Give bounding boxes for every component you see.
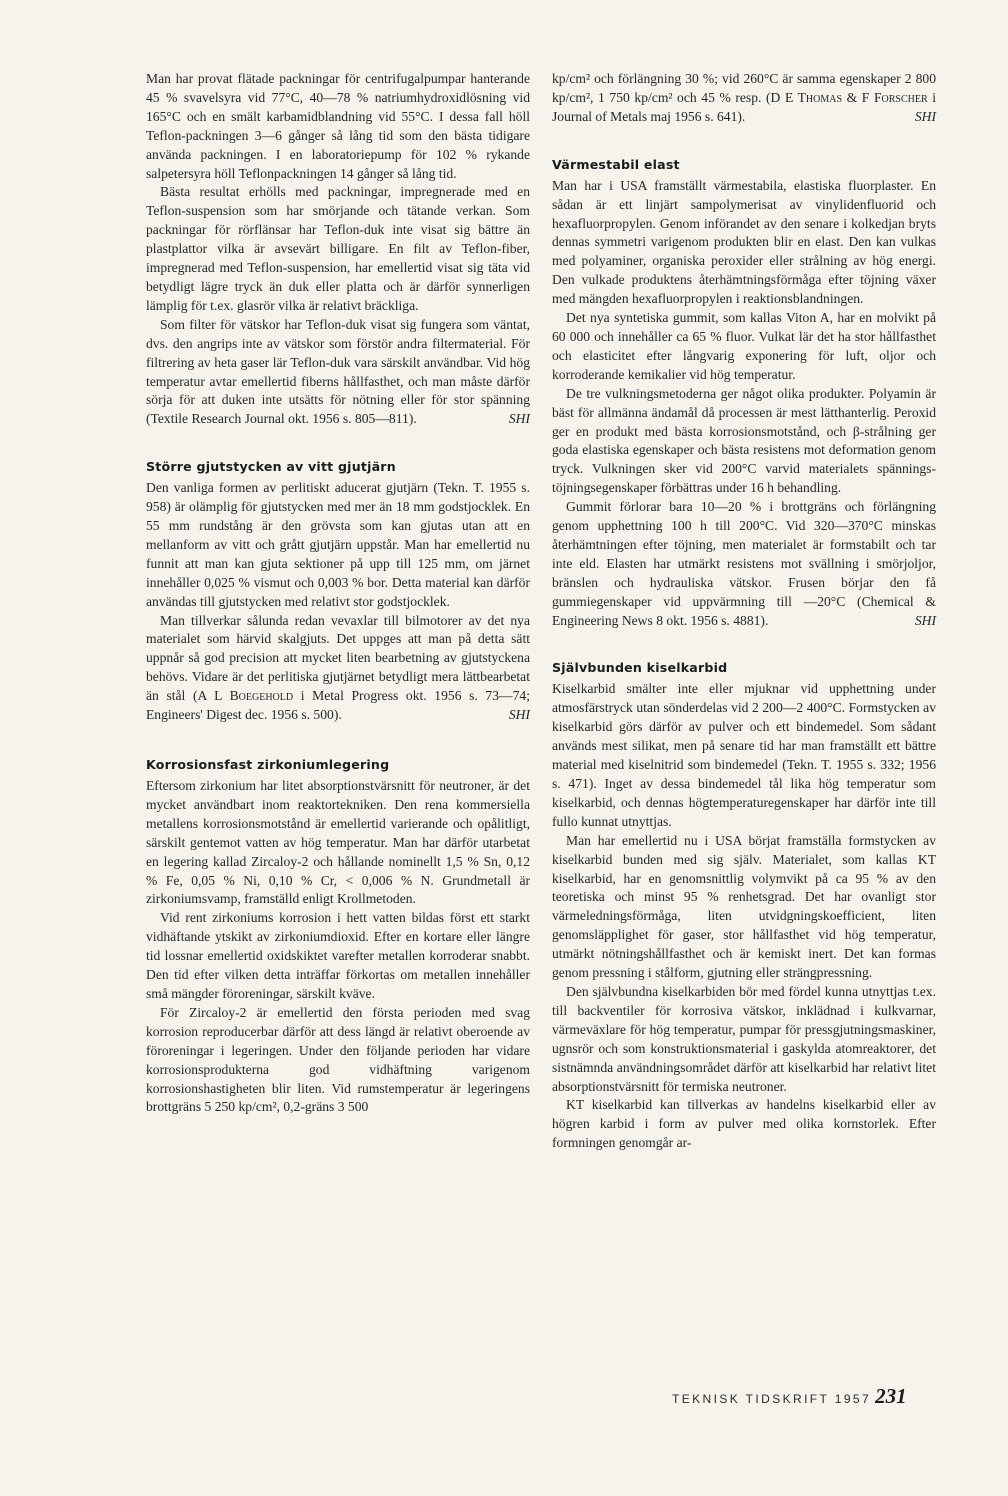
signature: SHI bbox=[508, 411, 530, 427]
paragraph: Det nya syntetiska gummit, som kallas Viton A, har en molvikt på 60 000 och innehåller ca 65 % fluor. Vulkat lär det ha stor hållfasthet och elasticitet efter långvarig exponering för luft, oljor och korroderande kemikalier vid hög temperatur. bbox=[552, 310, 936, 382]
left-column bbox=[146, 70, 530, 1117]
paragraph: KT kiselkarbid kan tillverkas av handelns kiselkarbid eller av högren karbid i form av pulver med olika kornstorlek. Efter formningen genomgår ar- bbox=[552, 1097, 936, 1151]
paragraph: För Zircaloy-2 är emellertid den första perioden med svag korrosion reproducerbar därför att dess längd är relativt oberoende av föroreningar i legeringen. Under den följande perioden har vidare korrosionsprodukterna god vidhäftning varigenom korrosionshastigheten blir liten. Vid rumstemperatur är legeringens brottgräns 5 250 kp/cm², 0,2-gräns 3 500 bbox=[146, 1004, 530, 1115]
paragraph: Den självbundna kiselkarbiden bör med fördel kunna utnyttjas t.ex. till backventiler för korrosiva vätskor, inklädnad i kulkvarnar, värmeväxlare för hög temperatur, pumpar för pressgjutningsmaskiner, ugnsrör och som konstruktionsmaterial i gaskylda atomreaktorer, det sistnämnda användningsområdet därför att kiselkarbid har relativt litet absorptionstvärsnitt för termiska neutroner. bbox=[552, 983, 936, 1094]
section-heading-zirk: Korrosionsfast zirkoniumlegering bbox=[146, 757, 390, 772]
paragraph bbox=[146, 316, 530, 429]
paragraph-text: i Journal of Metals maj 1956 s. 641). bbox=[552, 89, 937, 124]
section-heading-gjutjarn: Större gjutstycken av vitt gjutjärn bbox=[146, 459, 396, 475]
paragraph bbox=[146, 612, 530, 725]
paragraph-text: Gummit förlorar bara 10—20 % i brottgräns och förlängning genom upphettning 100 h till 200°C. Vid 320—370°C minskas återhämtningen efter töjning, men materialet är formstabilt och tar inte eld. Elasten har utmärkt resistens mot svällning i smörjoljor, bränslen och hydrauliska vätskor. Frusen börjar den få gummiegenskaper vid uppvärmning till —20°C (Chemical & Engineering News 8 okt. 1956 s. 4881). bbox=[552, 499, 936, 628]
paragraph: Vid rent zirkoniums korrosion i hett vatten bildas först ett starkt vidhäftande ytskikt av zirkoniumdioxid. Efter en kortare eller längre tid lossnar emellertid oxidskiktet varefter metallen korroderar snabbt. Den tid efter vilken detta inträffar förkortas om metallen innehåller små mängder föroreningar, särskilt kväve. bbox=[146, 910, 530, 1001]
paragraph: Bästa resultat erhölls med packningar, impregnerade med en Teflon-suspension som har smörjande och tätande verkan. Som packningar för rörflänsar har Teflon-duk inte visat sig bättre än plastplattor vilka är avsevärt billigare. En filt av Teflon-fiber, impregnerad med Teflon-suspension, har emellertid visat sig täta vid betydligt lägre tryck än duk eller platta och är därför synnerligen lämplig för t.ex. glasrör vilka är relativt bräckliga. bbox=[146, 184, 530, 313]
journal-name: TEKNISK TIDSKRIFT 1957 bbox=[672, 1392, 872, 1406]
paragraph: Man har provat flätade packningar för centrifugalpumpar hanterande 45 % svavelsyra vid 77°C, 40—78 % natriumhydroxidlösning vid 165°C och en smält karbamidblandning vid 55°C. I dessa fall höll Teflon-packningen 3—6 gånger så lång tid som den bästa tidigare använda packningen. I en laboratoriepump för 102 % rykande salpetersyra höll Teflonpackningen 14 gånger så lång tid. bbox=[146, 71, 530, 181]
paragraph-text: kp/cm² och förlängning 30 %; vid 260°C är samma egenskaper 2 800 kp/cm², 1 750 kp/cm² och 45 % resp. ( bbox=[552, 71, 936, 105]
paragraph: Man har emellertid nu i USA börjat framställa formstycken av kiselkarbid bunden med sig själv. Materialet, som kallas KT kiselkarbid, har en genomsnittlig volymvikt på ca 95 % av den teoretiska och minst 95 % renhetsgrad. Det har ovanligt stor värmeledningsförmåga, liten utvidgningskoefficient, liten genomsläpplighet för gaser, stor hållfasthet vid hög temperatur, utmärkt nötningshållfasthet och är kemiskt inert. Det kan formas genom pressning i stålform, gjutning eller strängpressning. bbox=[552, 832, 936, 981]
paragraph-text: Man tillverkar sålunda redan vevaxlar till bilmotorer av det nya materialet som härvid skalgjuts. Det uppges att man på detta sätt uppnår så god precision att mycket liten bearbetning av gjutstyckena behövs. Vidare är det perlitiska gjutjärnet betydligt mera lättbearbetat än stål ( bbox=[146, 612, 530, 704]
signature: SHI bbox=[914, 108, 936, 124]
section-heading-elast: Värmestabil elast bbox=[552, 156, 680, 172]
page-number: 231 bbox=[875, 1384, 907, 1408]
paragraph-text: & bbox=[842, 89, 862, 105]
paragraph-text: i Metal Progress okt. 1956 s. 73—74; Engineers' Digest dec. 1956 s. 500). bbox=[146, 688, 530, 723]
author-name: F Forscher bbox=[861, 89, 928, 105]
paragraph: Den vanliga formen av perlitiskt aducerat gjutjärn (Tekn. T. 1955 s. 958) är olämplig för gjutstycken med mer än 18 mm godstjocklek. En 55 mm rundstång är den grövsta som kan gjutas utan att en mellanform av vitt och grått gjutjärn uppstår. Man har emellertid nu funnit att man kan gjuta sektioner på upp till 125 mm, om järnet innehåller 0,025 % vismut och 0,003 % bor. Detta material kan därför användas till gjutstycken med relativt stor godstjocklek. bbox=[146, 480, 530, 609]
paragraph: Man har i USA framställt värmestabila, elastiska fluorplaster. En sådan är ett linjärt sampolymerisat av vinylidenfluorid och hexafluorpropylen. Genom införandet av den senare i kolkedjan bryts dennas symmetri varigenom produkten blir en elast. Den kan vulkas med polyaminer, organiska peroxider eller strålning av hög energi. Den vulkade produktens återhämtningsförmåga efter töjning växer med mängden hexafluorpropylen i reaktionsblandningen. bbox=[552, 177, 936, 307]
author-name: A L Boegehold bbox=[197, 688, 294, 704]
paragraph: Kiselkarbid smälter inte eller mjuknar vid upphettning under atmosfärstryck utan sönderdelas vid 2 200—2 400°C. Formstycken av kiselkarbid görs därför av pulver och ett bindemedel. Som sådant används mest silikat, men på senare tid har man framställt ett bättre material med kiselnitrid som bindemedel (Tekn. T. 1955 s. 332; 1956 s. 471). Inget av dessa bindemedel tål lika hög temperatur som kiselkarbid, och dennas högtemperaturegenskaper har därför inte till fullo kunnat utnyttjas. bbox=[552, 681, 936, 829]
signature: SHI bbox=[508, 707, 530, 723]
paragraph bbox=[552, 70, 936, 127]
paragraph bbox=[552, 498, 936, 630]
page-footer bbox=[672, 1384, 907, 1409]
signature: SHI bbox=[914, 612, 936, 628]
section-heading-kisel: Självbunden kiselkarbid bbox=[552, 660, 728, 676]
author-name: D E Thomas bbox=[770, 89, 843, 105]
right-column bbox=[552, 70, 936, 1153]
paragraph: Eftersom zirkonium har litet absorptionstvärsnitt för neutroner, är det mycket användbart inom reaktortekniken. Den rena kommersiella metallens korrosionsmotstånd är emellertid varierande och opålitligt, särskilt gentemot vatten av hög temperatur. Man har därför utarbetat en legering kallad Zircaloy-2 och hållande nominellt 1,5 % Sn, 0,12 % Fe, 0,05 % Ni, 0,10 % Cr, < 0,006 % N. Grundmetall är zirkoniumsvamp, framställd enligt Krollmetoden. bbox=[146, 778, 530, 907]
paragraph: De tre vulkningsmetoderna ger något olika produkter. Polyamin är bäst för allmänna ändamål då processen är mest lätthanterlig. Peroxid ger en produkt med bästa korrosionsmotstånd, och β-strålning ger goda elastiska egenskaper och bästa resistens mot deformation genom tryck. Vulkningen sker vid 200°C varvid materialets spännings-töjningsegenskaper förbättras under 16 h behandling. bbox=[552, 385, 936, 496]
paragraph-text: Som filter för vätskor har Teflon-duk visat sig fungera som väntat, dvs. den angrips inte av vätskor som förstör andra filtermaterial. För filtrering av heta gaser lär Teflon-duk vara särskilt användbar. Vid hög temperatur avtar emellertid fiberns hållfasthet, och man måste därför sörja för att duken inte utsätts för nötning eller för stor spänning (Textile Research Journal okt. 1956 s. 805—811). bbox=[146, 316, 530, 427]
